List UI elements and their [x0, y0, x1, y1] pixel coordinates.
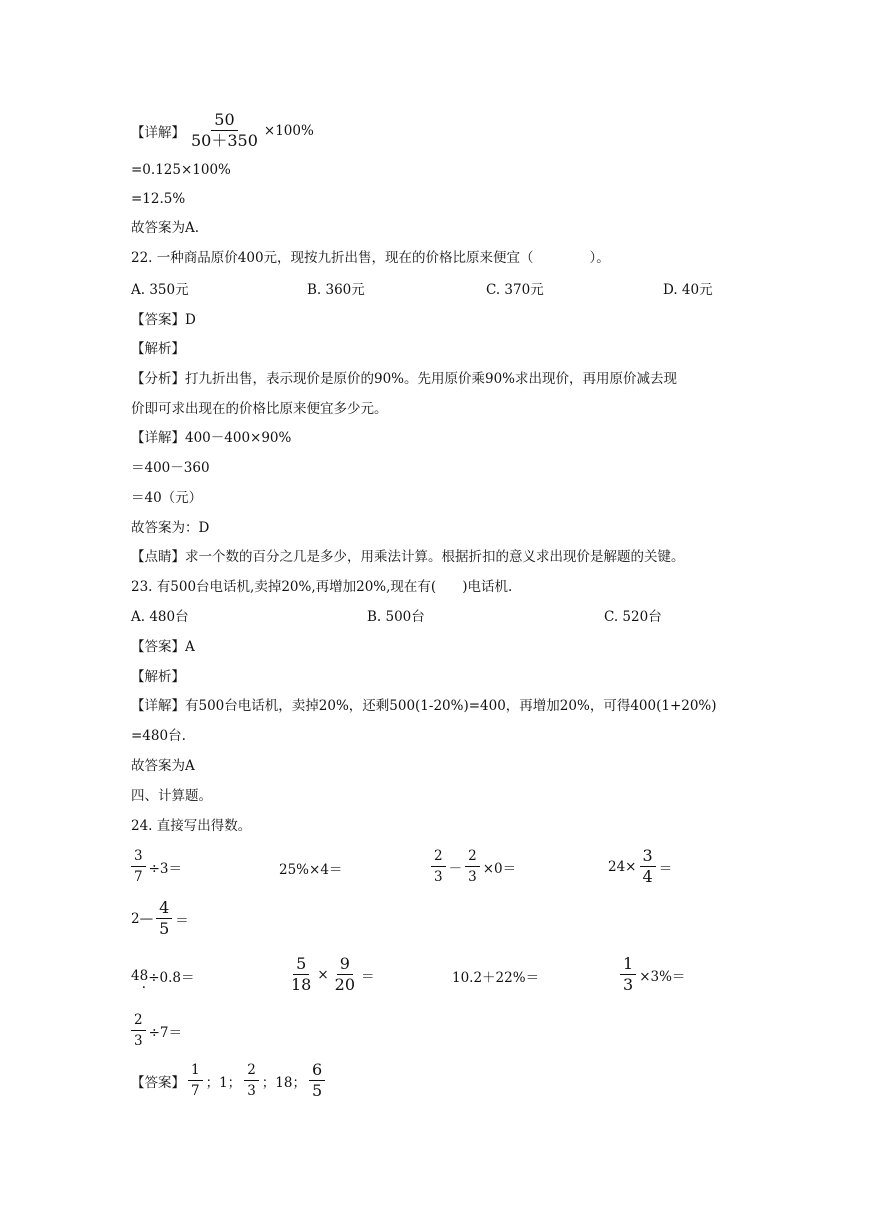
detail: 【详解】400－400×90%	[131, 430, 292, 446]
expr-3: $\frac{2}{3}$ － $\frac{2}{3}$ ×0＝	[431, 846, 516, 887]
question-22-stem: 22. 一种商品原价400元，现按九折出售，现在的价格比原来便宜（ ）。	[131, 250, 610, 266]
option-c: C. 370元	[486, 282, 544, 298]
fraction: $\frac{5}{18}$	[291, 954, 312, 994]
expr-4: 24× $\frac{3}{4}$ ＝	[608, 846, 673, 886]
option-d: D. 40元	[663, 282, 713, 298]
conclusion: 故答案为A.	[131, 220, 200, 236]
repeating-digit: 8 ·	[140, 968, 149, 984]
detail-line-fraction	[131, 110, 314, 151]
detail: 【详解】有500台电话机，卖掉20%，还剩500(1-20%)=400，再增加20%，可得400(1+20%)	[131, 698, 717, 714]
analysis: 【分析】打九折出售，表示现价是原价的90%。先用原价乘90%求出现价，再用原价减去现	[131, 371, 678, 387]
fraction: $\frac{3}{7}$	[131, 846, 146, 887]
fraction: $\frac{2}{3}$	[465, 846, 480, 887]
fraction: $\frac{9}{20}$	[334, 954, 356, 994]
calc-step: =0.125×100%	[131, 162, 231, 178]
dianjing: 【点睛】求一个数的百分之几是多少，用乘法计算。根据折扣的意义求出现价是解题的关键。	[131, 549, 685, 565]
detail-cont: =480台.	[131, 728, 186, 744]
option-a: A. 480台	[131, 609, 189, 625]
answer: 【答案】D	[131, 312, 196, 328]
calc-step: ＝400－360	[131, 460, 210, 476]
option-c: C. 520台	[604, 609, 662, 625]
fraction: $\frac{6}{5}$	[309, 1060, 325, 1101]
denominator: 50＋350	[191, 131, 258, 150]
fraction: $\frac{1}{3}$	[620, 954, 636, 995]
expr-7: $\frac{5}{18}$ × $\frac{9}{20}$ ＝	[288, 954, 375, 995]
expr-1: $\frac{3}{7}$ ÷3＝	[131, 846, 182, 887]
fraction-tail: ×100%	[263, 122, 314, 139]
fraction	[188, 110, 261, 151]
conclusion: 故答案为A	[131, 758, 195, 774]
conclusion: 故答案为：D	[131, 520, 210, 536]
numerator: 50	[211, 110, 237, 131]
calc-step: ＝40（元）	[131, 490, 203, 506]
expr-8: 10.2＋22%＝	[452, 970, 540, 986]
expr-5: 2— $\frac{4}{5}$ ＝	[131, 898, 189, 938]
fraction: $\frac{2}{3}$	[244, 1060, 259, 1101]
fraction: $\frac{2}{3}$	[431, 846, 446, 887]
fraction: $\frac{2}{3}$	[131, 1010, 146, 1051]
jiexi-label: 【解析】	[131, 341, 185, 357]
answer-24: 【答案】 $\frac{1}{7}$ ；1； $\frac{2}{3}$ ；18； $\frac{6}{5}$	[131, 1060, 328, 1101]
detail-label: 【详解】	[131, 124, 185, 141]
section-heading: 四、计算题。	[131, 788, 212, 804]
calc-step: =12.5%	[131, 191, 186, 207]
question-24-stem: 24. 直接写出得数。	[131, 818, 252, 834]
answer: 【答案】A	[131, 639, 195, 655]
option-b: B. 500台	[367, 609, 425, 625]
fraction: $\frac{1}{7}$	[188, 1060, 203, 1101]
expr-9: $\frac{1}{3}$ ×3%＝	[620, 954, 685, 995]
option-a: A. 350元	[131, 282, 189, 298]
expr-6: 4 8 · ÷0.8＝	[131, 966, 194, 986]
question-23-stem: 23. 有500台电话机,卖掉20%,再增加20%,现在有( )电话机.	[131, 579, 513, 595]
option-b: B. 360元	[307, 282, 365, 298]
expr-2: 25%×4＝	[279, 862, 343, 878]
fraction: $\frac{4}{5}$	[156, 898, 172, 939]
fraction: $\frac{3}{4}$	[640, 846, 656, 887]
expr-10: $\frac{2}{3}$ ÷7＝	[131, 1010, 182, 1051]
analysis-cont: 价即可求出现在的价格比原来便宜多少元。	[131, 401, 388, 417]
jiexi-label: 【解析】	[131, 669, 185, 685]
